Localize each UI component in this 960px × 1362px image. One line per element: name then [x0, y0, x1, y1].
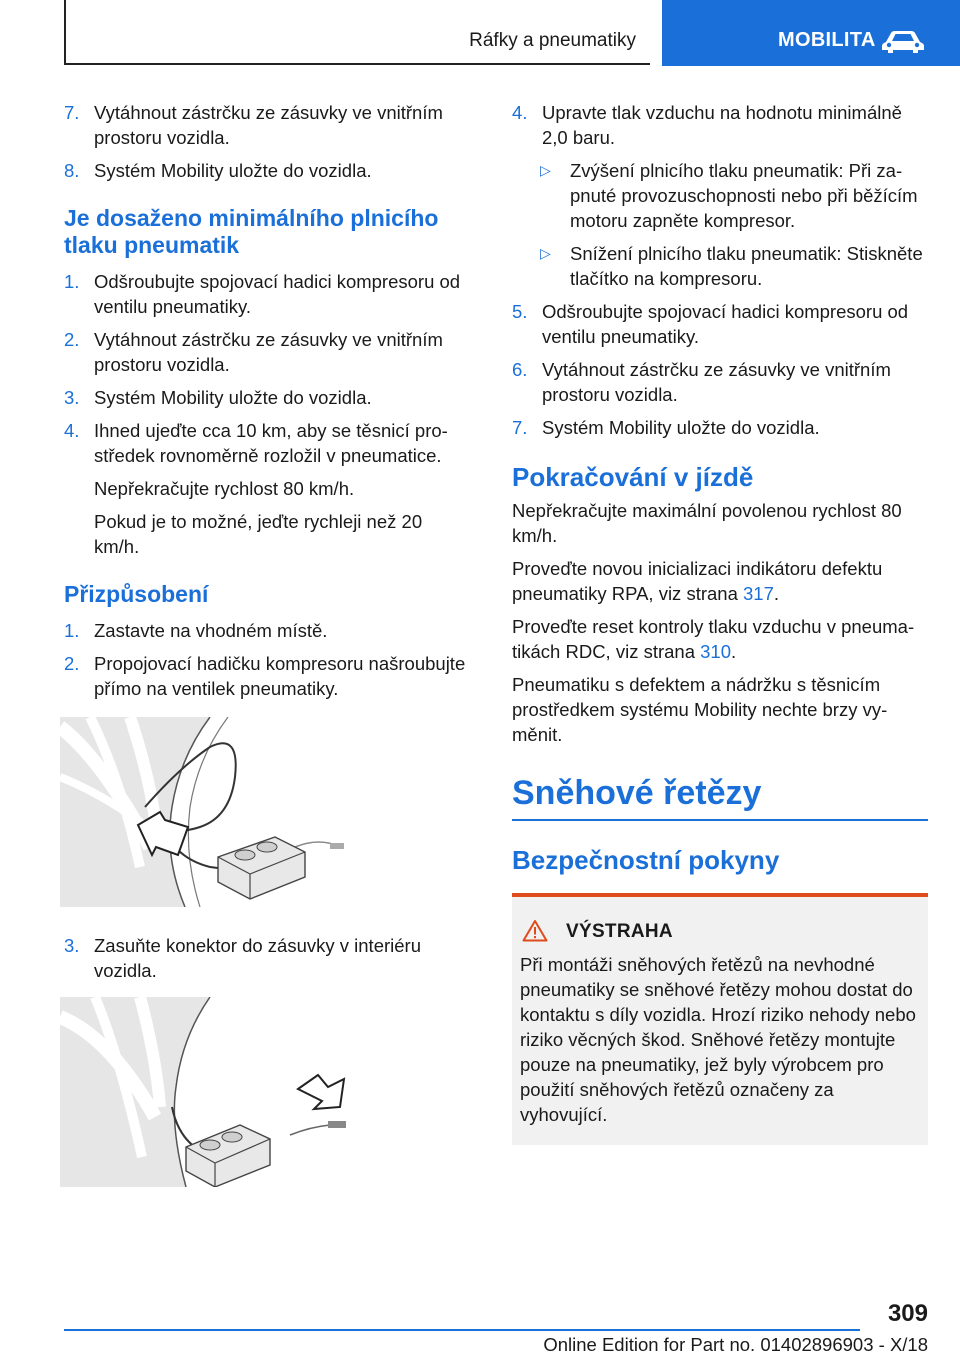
- list-item: [64, 385, 478, 410]
- item-number: 2.: [64, 329, 80, 350]
- item-number: 2.: [64, 653, 80, 674]
- left-column: [64, 100, 478, 1213]
- warning-triangle-icon: [522, 919, 548, 942]
- footer-edition: Online Edition for Part no. 01402896903 - X/18: [543, 1334, 928, 1355]
- header-underline: [64, 63, 650, 65]
- item-number: 3.: [64, 935, 80, 956]
- paragraph-rpa: [512, 556, 928, 606]
- bullet-text: Snížení plnicího tlaku pneumatik: Stiskněte tlačítko na kompresoru.: [570, 243, 923, 289]
- item-number: 3.: [64, 387, 80, 408]
- item-number: 7.: [64, 102, 80, 123]
- list-item: [64, 651, 478, 701]
- item-text: Odšroubujte spojovací hadici kompresoru od ventilu pneumatiky.: [542, 301, 909, 347]
- list-item: [512, 299, 928, 349]
- item-text: Systém Mobility uložte do vozidla.: [94, 387, 372, 408]
- item-text: Propojovací hadičku kompresoru našroubujte přímo na ventilek pneumatiky.: [94, 653, 466, 699]
- paragraph-text: Proveďte novou inicializaci indikátoru defektu pneumatiky RPA, viz strana: [512, 558, 883, 604]
- heading-adaptation: Přizpůsobení: [64, 581, 209, 607]
- right-column: [512, 100, 928, 1145]
- item-text: Upravte tlak vzduchu na hodnotu minimálně 2,0 baru.: [542, 102, 902, 148]
- paragraph-text: Proveďte reset kontroly tlaku vzduchu v pneumatikách RDC, viz strana: [512, 616, 915, 662]
- page-number: 309: [887, 1300, 928, 1327]
- warning-title: VÝSTRAHA: [566, 921, 673, 942]
- chapter-label: MOBILITA: [778, 29, 876, 51]
- illustration-plug-socket: [60, 997, 350, 1187]
- paragraph-replace: Pneumatiku s defektem a nádržku s těsnicím prostředkem systému Mobility nechte brzy vyměnit.: [512, 674, 888, 745]
- item-text: Zasuňte konektor do zásuvky v interiéru vozidla.: [94, 935, 421, 981]
- item-text: Vytáhnout zástrčku ze zásuvky ve vnitřním prostoru vozidla.: [94, 102, 443, 148]
- heading-snow-chains: Sněhové řetězy: [512, 773, 928, 821]
- triangle-bullet-icon: ▷: [540, 245, 551, 261]
- heading-continue-driving: Pokračování v jízdě: [512, 462, 754, 492]
- warning-box: [512, 893, 928, 1145]
- page-header: [0, 0, 960, 66]
- list-item: [512, 100, 928, 150]
- heading-safety: Bezpečnostní pokyny: [512, 845, 780, 875]
- item-text: Odšroubujte spojovací hadici kompresoru od ventilu pneumatiky.: [94, 271, 461, 317]
- item-text: Vytáhnout zástrčku ze zásuvky ve vnitřním prostoru vozidla.: [542, 359, 891, 405]
- list-item: [512, 415, 928, 440]
- list-item: [64, 100, 478, 150]
- warning-text: Při montáži sněhových řetězů na nevhodné pneumatiky se sněhové řetězy mohou dostat do kontaktu s díly vozidla. Hrozí riziko nehody nebo riziko věcných škod. Sněhové řetězy montujte pouze na pneumatiky, jež byly výrobcem pro použití sněhových řetězů označeny za vyhovující.: [520, 954, 916, 1125]
- item-text: Vytáhnout zástrčku ze zásuvky ve vnitřním prostoru vozidla.: [94, 329, 443, 375]
- item-text: Zastavte na vhodném místě.: [94, 620, 328, 641]
- item-note-min-speed: Pokud je to možné, jeďte rychleji než 20 km/h.: [94, 511, 423, 557]
- page-link-317[interactable]: 317: [743, 583, 774, 604]
- bullet-item: [512, 158, 928, 233]
- illustration-compressor-valve: [60, 717, 350, 907]
- item-number: 1.: [64, 620, 80, 641]
- paragraph-rdc: [512, 614, 928, 664]
- list-item: [64, 269, 478, 319]
- list-item: [64, 933, 478, 983]
- paragraph-speed: Nepřekračujte maximální povolenou rychlost 80 km/h.: [512, 500, 902, 546]
- item-number: 8.: [64, 160, 80, 181]
- page-link-310[interactable]: 310: [700, 641, 732, 662]
- compressor-valve-drawing: [60, 717, 350, 907]
- item-text: Ihned ujeďte cca 10 km, aby se těsnicí prostředek rovnoměrně rozložil v pneumatice.: [94, 420, 448, 466]
- list-item: [64, 327, 478, 377]
- item-number: 7.: [512, 417, 528, 438]
- item-text: Systém Mobility uložte do vozidla.: [542, 417, 820, 438]
- item-text: Systém Mobility uložte do vozidla.: [94, 160, 372, 181]
- bullet-text: Zvýšení plnicího tlaku pneumatik: Při zapnuté provozuschopnosti nebo při běžícím motoru zapněte kompresor.: [570, 160, 918, 231]
- heading-min-pressure: Je dosaženo minimálního plnicího tlaku pneumatik: [64, 205, 439, 258]
- item-note-speed-limit: Nepřekračujte rychlost 80 km/h.: [94, 478, 355, 499]
- section-title: Ráfky a pneumatiky: [469, 30, 636, 51]
- bullet-item: [512, 241, 928, 291]
- item-number: 4.: [512, 102, 528, 123]
- plug-socket-drawing: [60, 997, 350, 1187]
- list-item: [64, 158, 478, 183]
- item-number: 6.: [512, 359, 528, 380]
- paragraph-end: .: [773, 583, 780, 604]
- list-item: [64, 618, 478, 643]
- triangle-bullet-icon: ▷: [540, 162, 551, 178]
- list-item: [512, 357, 928, 407]
- car-icon: [880, 28, 926, 54]
- paragraph-end: .: [731, 641, 737, 662]
- footer-divider: [64, 1329, 860, 1331]
- item-number: 4.: [64, 420, 80, 441]
- item-number: 5.: [512, 301, 528, 322]
- list-item: [64, 418, 478, 559]
- item-number: 1.: [64, 271, 80, 292]
